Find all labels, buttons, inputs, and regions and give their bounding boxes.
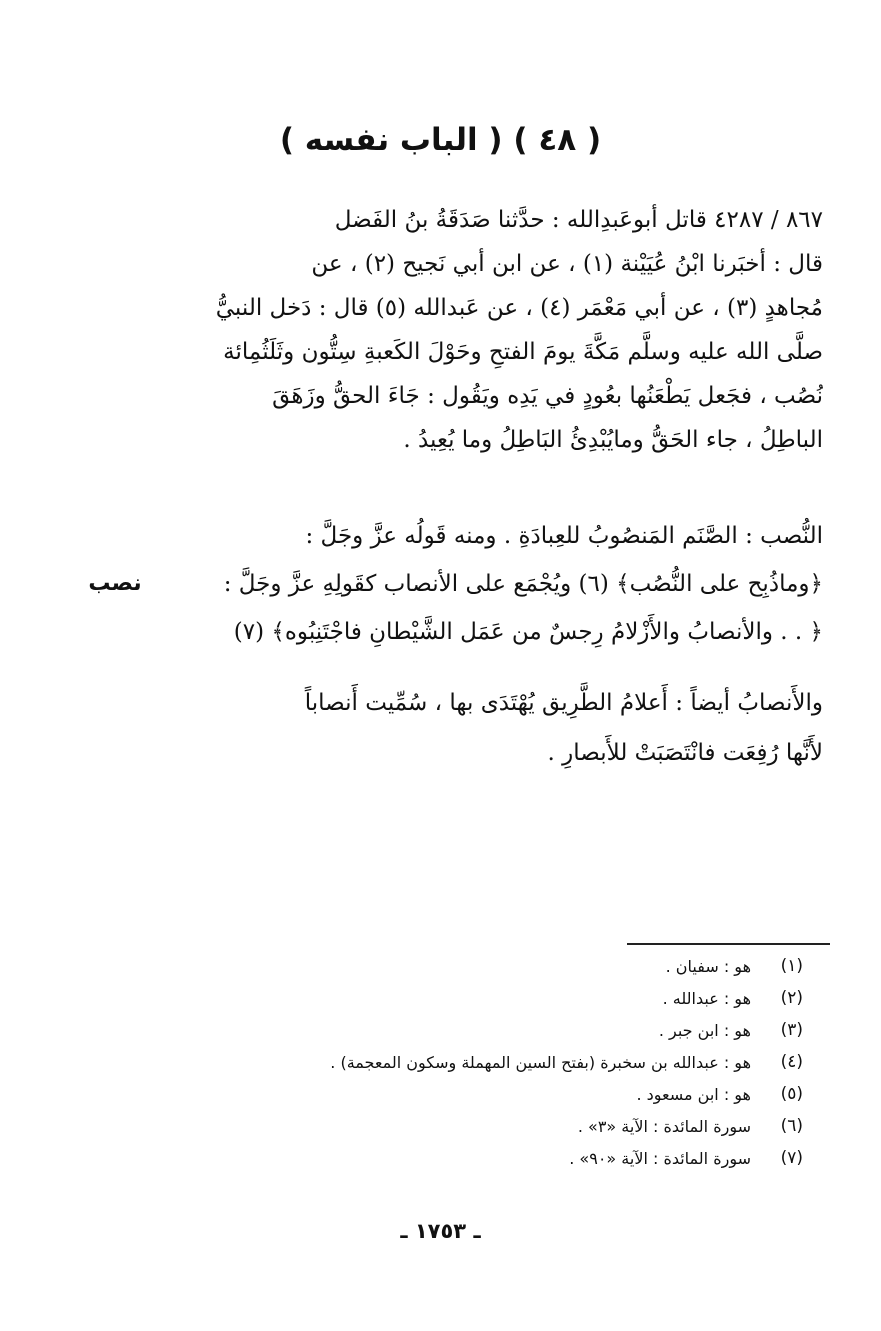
footnote-text: هو : عبدالله بن سخبرة (بفتح السين المهملة وسكون المعجمة) . [330,1052,751,1072]
explanation-line: ﴿ . . والأنصابُ والأَزْلامُ رِجسٌ من عَمَل الشَّيْطانِ فاجْتَنِبُوه﴾ (٧) [233,619,823,645]
footnote-number: (٦) [780,1116,803,1136]
footnote-text: هو : ابن مسعود . [636,1084,751,1104]
footnote-item [200,950,803,982]
hadith-text [160,198,823,462]
hadith-line: صلَّى الله عليه وسلَّم مَكَّةَ يومَ الفتحِ وحَوْلَ الكَعبةِ سِتُّون وثَلَثُمِائة [223,339,823,365]
footnote-item [200,1078,803,1110]
chapter-heading: ( ٤٨ ) ( الباب نفسه ) [279,122,602,158]
footnote-number: (٣) [780,1020,803,1040]
explanation-paragraph [160,512,823,656]
footnote-text: سورة المائدة : الآية «٣» . [577,1116,751,1136]
hadith-line: مُجاهدٍ (٣) ، عن أبي مَعْمَر (٤) ، عن عَبدالله (٥) قال : دَخل النبيُّ [215,295,823,321]
footnote-item [200,982,803,1014]
page-number: ـ ١٧٥٣ ـ [400,1219,481,1243]
margin-keyword: نصب [88,571,142,596]
hadith-line: نُصُب ، فجَعل يَطْعَنُها بعُودٍ في يَدِه ويَقُول : جَاءَ الحقُّ وزَهَقَ [272,383,823,409]
hadith-line: الباطِلُ ، جاء الحَقُّ ومايُبْدِئُ البَاطِلُ وما يُعِيدُ . [403,427,823,453]
hadith-line: ٨٦٧ / ٤٢٨٧ قاتل أبوعَبدِالله : حدَّثنا صَدَقَةُ بنُ الفَضل [334,207,823,233]
footnote-item [200,1110,803,1142]
explanation-paragraph-2 [160,678,823,778]
footnote-number: (٥) [780,1084,803,1104]
footnote-divider [627,943,830,945]
footnote-number: (٤) [780,1052,803,1072]
footnote-number: (٧) [780,1148,803,1168]
footnote-text: هو : عبدالله . [662,988,751,1008]
footnotes [200,950,803,1174]
explanation-line: والأَنصابُ أيضاً : أَعلامُ الطَّرِيق يُهْتَدَى بها ، سُمِّيت أَنصاباً [304,690,823,716]
footnote-number: (١) [780,956,803,976]
footnote-number: (٢) [780,988,803,1008]
footnote-item [200,1014,803,1046]
explanation-line: النُّصب : الصَّنَم المَنصُوبُ للعِبادَةِ . ومنه قَولُه عزَّ وجَلَّ : [305,523,823,549]
hadith-line: قال : أخبَرنا ابْنُ عُيَيْنة (١) ، عن ابن أبي نَجيح (٢) ، عن [311,251,823,277]
footnote-text: سورة المائدة : الآية «٩٠» . [569,1148,751,1168]
footnote-item [200,1046,803,1078]
footnote-text: هو : ابن جبر . [658,1020,751,1040]
footnote-text: هو : سفيان . [665,956,751,976]
footnote-item [200,1142,803,1174]
explanation-line: لأَنَّها رُفِعَت فانْتَصَبَتْ للأَبصارِ . [547,740,823,766]
explanation-line: ﴿وماذُبِح على النُّصُب﴾ (٦) ويُجْمَع على الأنصاب كقَولِهِ عزَّ وجَلَّ : [223,571,823,597]
